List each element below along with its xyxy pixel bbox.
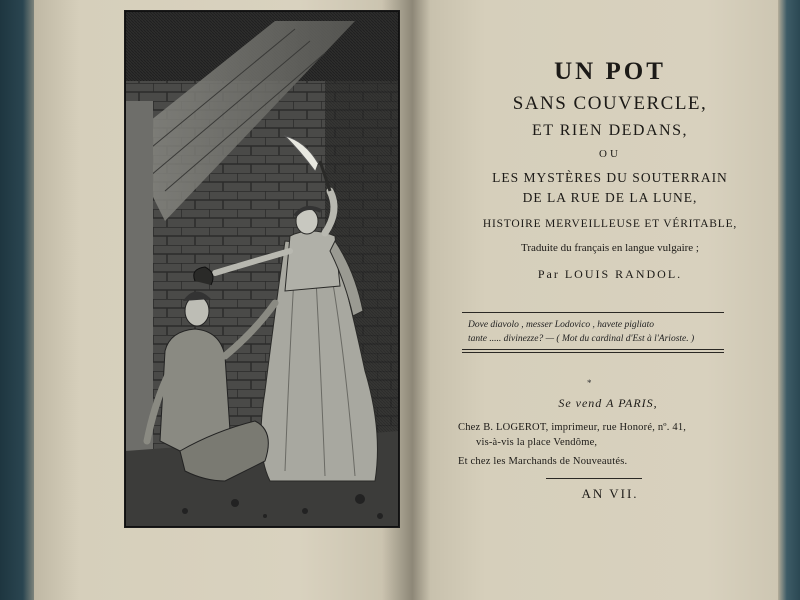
subtitle-line-2: DE LA RUE DE LA LUNE, [522,190,698,205]
epigraph-attribution: — ( Mot du cardinal d'Est à l'Arioste. ) [545,334,695,344]
epigraph-line-2 [468,332,738,346]
subtitle-line-3: HISTOIRE MERVEILLEUSE ET VÉRITABLE, [482,218,738,230]
title-line-3: ET RIEN DEDANS, [532,122,688,139]
author-line: Par LOUIS RANDOL. [537,267,683,281]
imprint-city: Se vend A PARIS, [558,396,658,410]
bottom-double-rule [462,349,724,350]
title-block [440,50,780,282]
frontispiece-engraving [124,10,400,528]
engraving-illustration [125,11,399,527]
imprint-sellers: Et chez les Marchands de Nouveautés. [458,456,628,467]
imprint-address: vis-à-vis la place Vendôme, [476,437,598,448]
epigraph-line-1: Dove diavolo , messer Lodovico , havete pigliato [468,320,655,330]
translation-note: Traduite du français en langue vulgaire ; [521,242,699,254]
publication-year: AN VII. [581,486,639,501]
imprint-printer: Chez B. LOGEROT, imprimeur, rue Honoré, nº. 41, [458,422,687,433]
imprint [458,394,758,469]
book-cover-right-edge [778,0,800,600]
title-line-2: SANS COUVERCLE, [512,93,708,114]
title-line-4: OU [599,148,621,160]
top-rule [462,312,724,313]
title-line-1: UN POT [554,58,666,85]
book-cover-left-edge [0,0,38,600]
epigraph-line-2-text: tante ..... divinezze? [468,334,544,344]
ornament: * [587,378,592,388]
subtitle-line-1: LES MYSTÈRES DU SOUTERRAIN [492,170,728,185]
epigraph [468,318,738,346]
year-rule [546,478,642,479]
